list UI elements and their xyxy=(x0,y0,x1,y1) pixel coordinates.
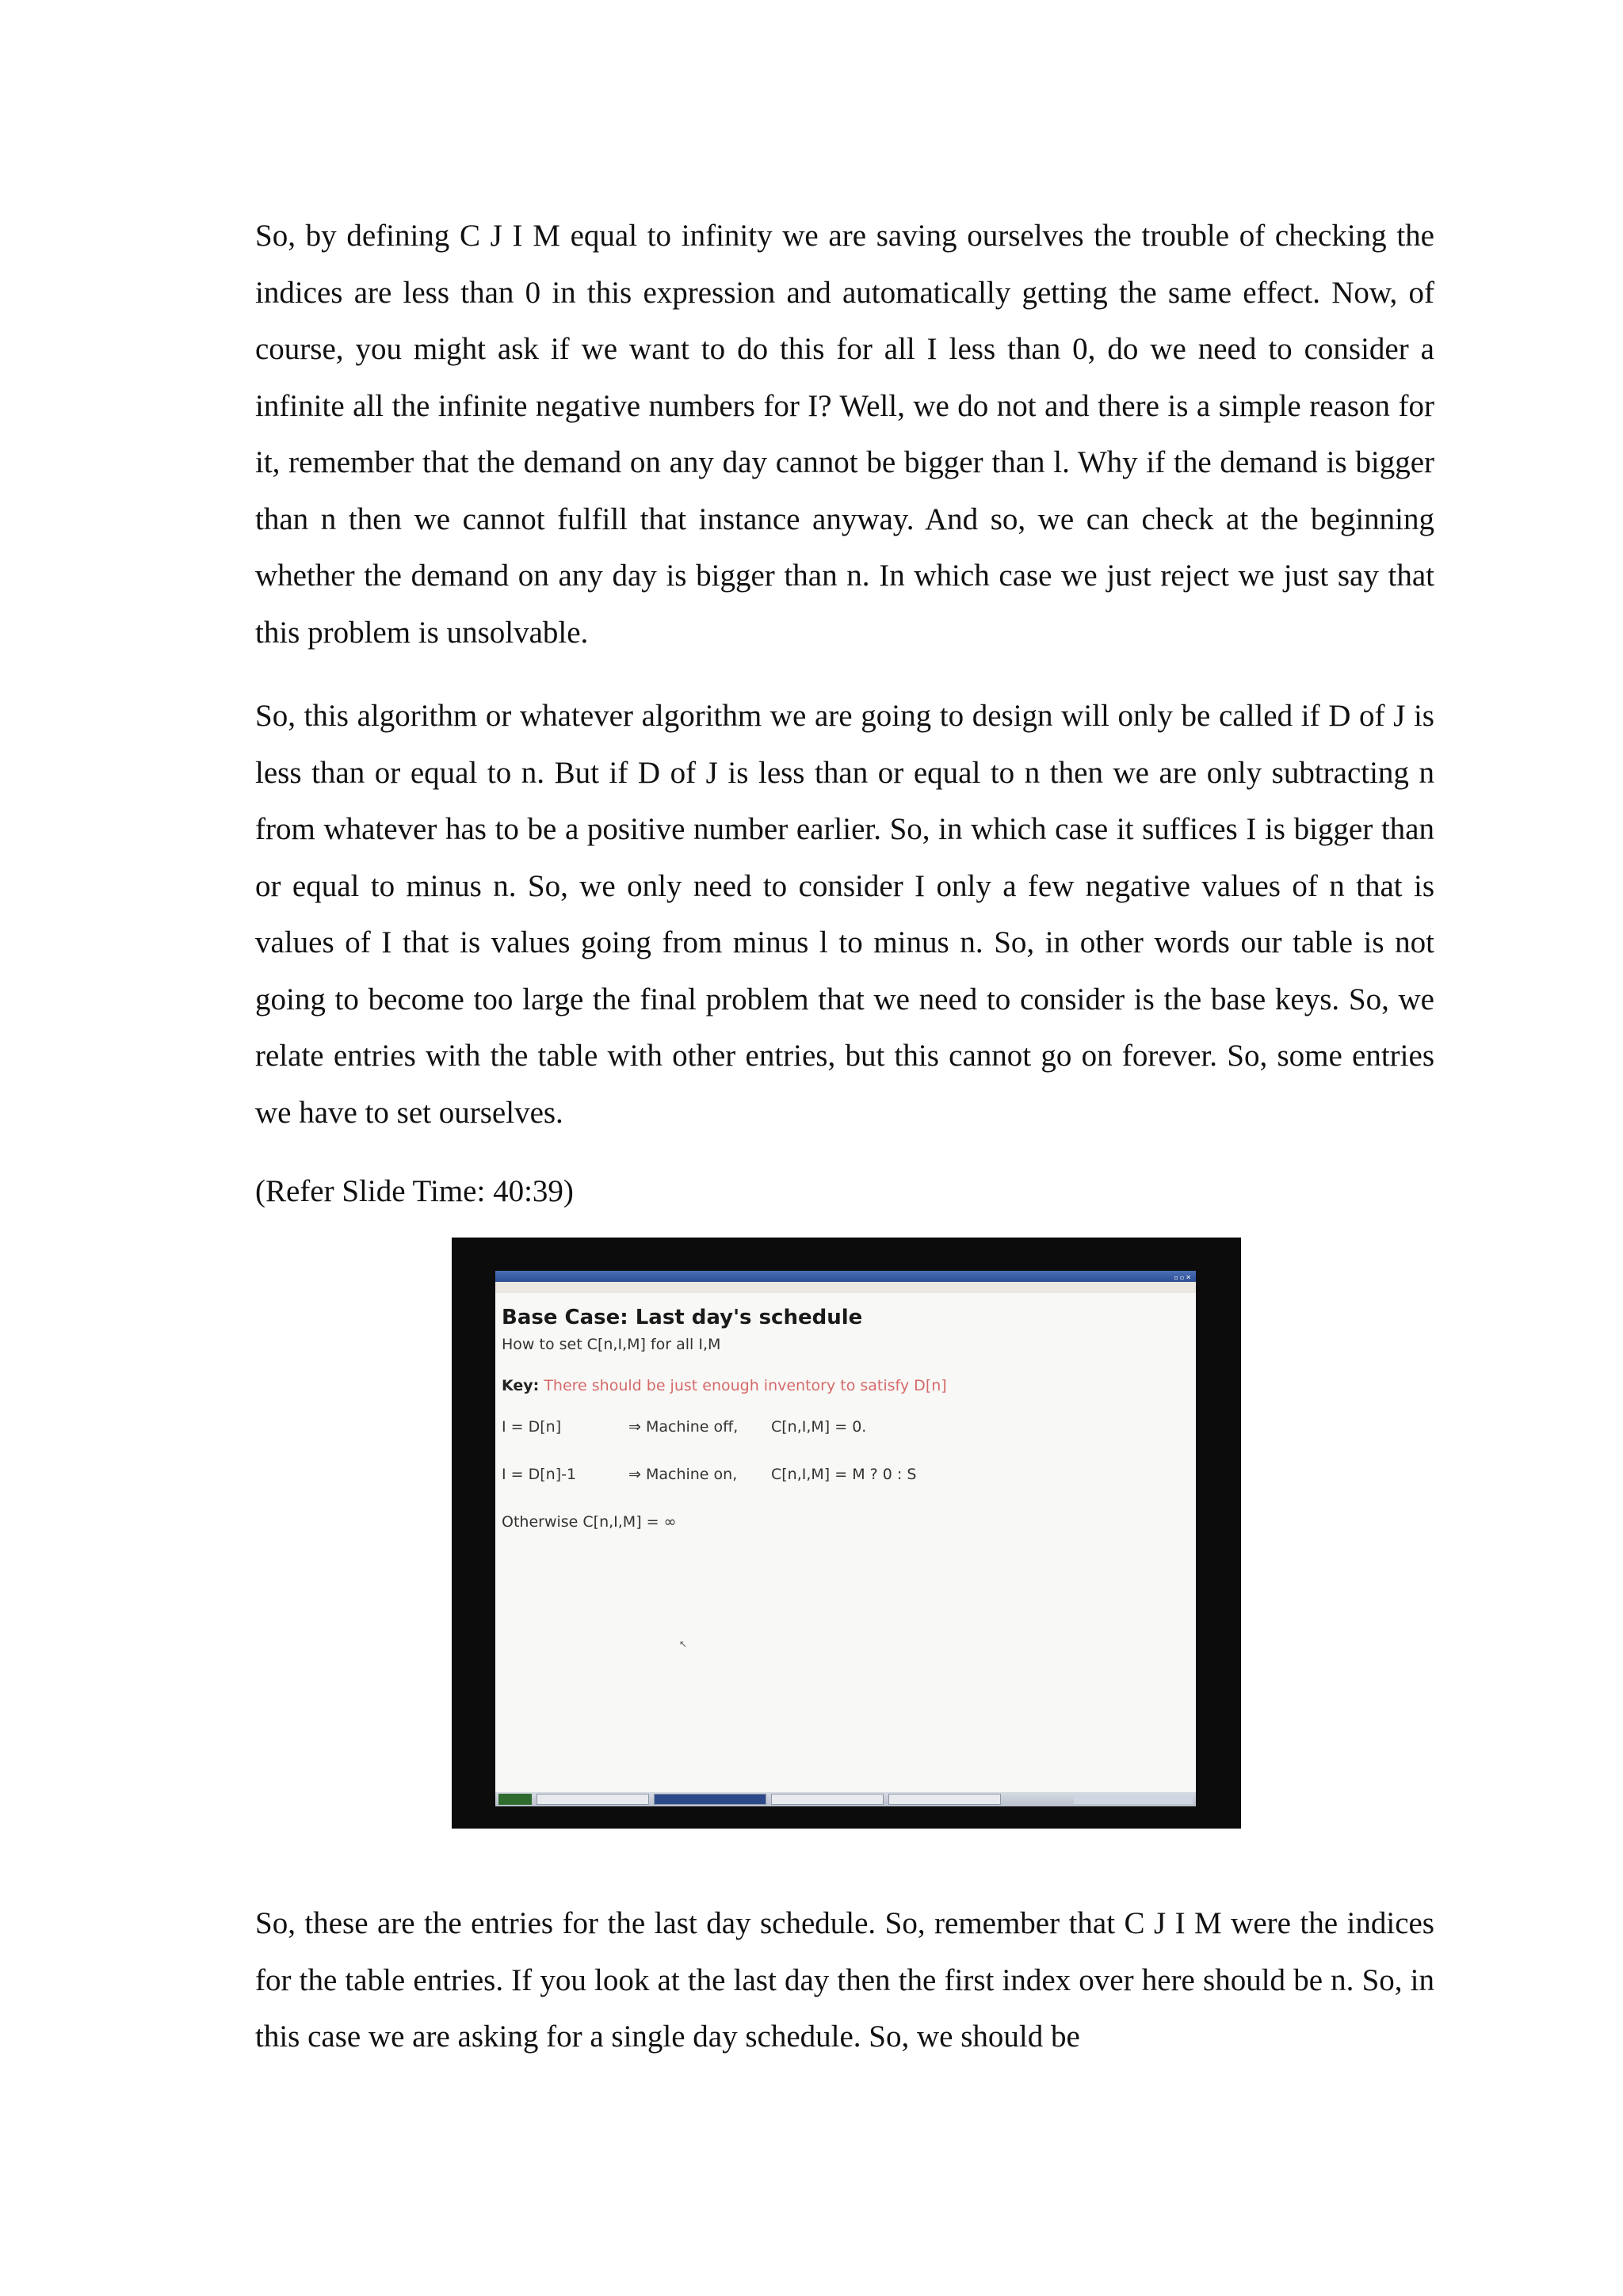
case-action: ⇒ Machine off, xyxy=(628,1418,739,1436)
taskbar-item xyxy=(654,1794,766,1805)
key-label: Key: xyxy=(502,1377,540,1394)
case-row-machine-on xyxy=(502,1466,1196,1483)
case-result: C[n,I,M] = M ? 0 : S xyxy=(771,1466,917,1483)
slide-video-frame xyxy=(452,1238,1241,1829)
refer-slide-time: (Refer Slide Time: 40:39) xyxy=(255,1174,574,1208)
document-page xyxy=(255,208,1434,2092)
window-menubar xyxy=(495,1282,1196,1293)
paragraph-1: So, by defining C J I M equal to infinity we are saving ourselves the trouble of checking the indices are less than 0 in this expression and automatically getting the same effect. Now, of course, you might ask if we want to do this for all I less than 0, do we need to consider a infinite all the infinite negative numbers for I? Well, we do not and there is a simple reason for it, remember that the demand on any day cannot be bigger than l. Why if the demand is bigger than n then we cannot fulfill that instance anyway. And so, we can check at the beginning whether the demand on any day is bigger than n. In which case we just reject we just say that this problem is unsolvable. xyxy=(255,219,1434,650)
taskbar xyxy=(495,1792,1196,1806)
otherwise-line: Otherwise C[n,I,M] = ∞ xyxy=(502,1513,677,1531)
window-controls-icon: ▫▫✕ xyxy=(1174,1274,1193,1281)
slide-title: Base Case: Last day's schedule xyxy=(502,1306,863,1329)
system-tray xyxy=(1074,1794,1193,1804)
key-text: There should be just enough inventory to satisfy D[n] xyxy=(544,1377,947,1394)
mouse-cursor-icon: ↖ xyxy=(679,1638,688,1650)
case-condition: I = D[n] xyxy=(502,1418,562,1436)
taskbar-item xyxy=(537,1794,649,1805)
paragraph-2: So, this algorithm or whatever algorithm we are going to design will only be called if D of J is less than or equal to n. But if D of J is less than or equal to n then we are only subtracting n from whatever has to be a positive number earlier. So, in which case it suffices I is bigger than or equal to minus n. So, we only need to consider I only a few negative values of n that is values of I that is values going from minus l to minus n. So, in other words our table is not going to become too large the final problem that we need to consider is the base keys. So, we relate entries with the table with other entries, but this cannot go on forever. So, some entries we have to set ourselves. xyxy=(255,699,1434,1130)
slide-subtitle: How to set C[n,I,M] for all I,M xyxy=(502,1336,721,1353)
window-titlebar xyxy=(495,1271,1196,1282)
case-action: ⇒ Machine on, xyxy=(628,1466,738,1483)
paragraph-3: So, these are the entries for the last day schedule. So, remember that C J I M were the indices for the table entries. If you look at the last day then the first index over here should be n. So, in this case we are asking for a single day schedule. So, we should be xyxy=(255,1906,1434,2054)
taskbar-item xyxy=(888,1794,1001,1805)
start-button xyxy=(498,1794,532,1805)
taskbar-item xyxy=(771,1794,884,1805)
slide-window xyxy=(495,1271,1196,1806)
slide-content xyxy=(495,1293,1196,1531)
case-condition: I = D[n]-1 xyxy=(502,1466,577,1483)
slide-key-line xyxy=(502,1377,1196,1394)
case-result: C[n,I,M] = 0. xyxy=(771,1418,867,1436)
case-row-machine-off xyxy=(502,1418,1196,1436)
